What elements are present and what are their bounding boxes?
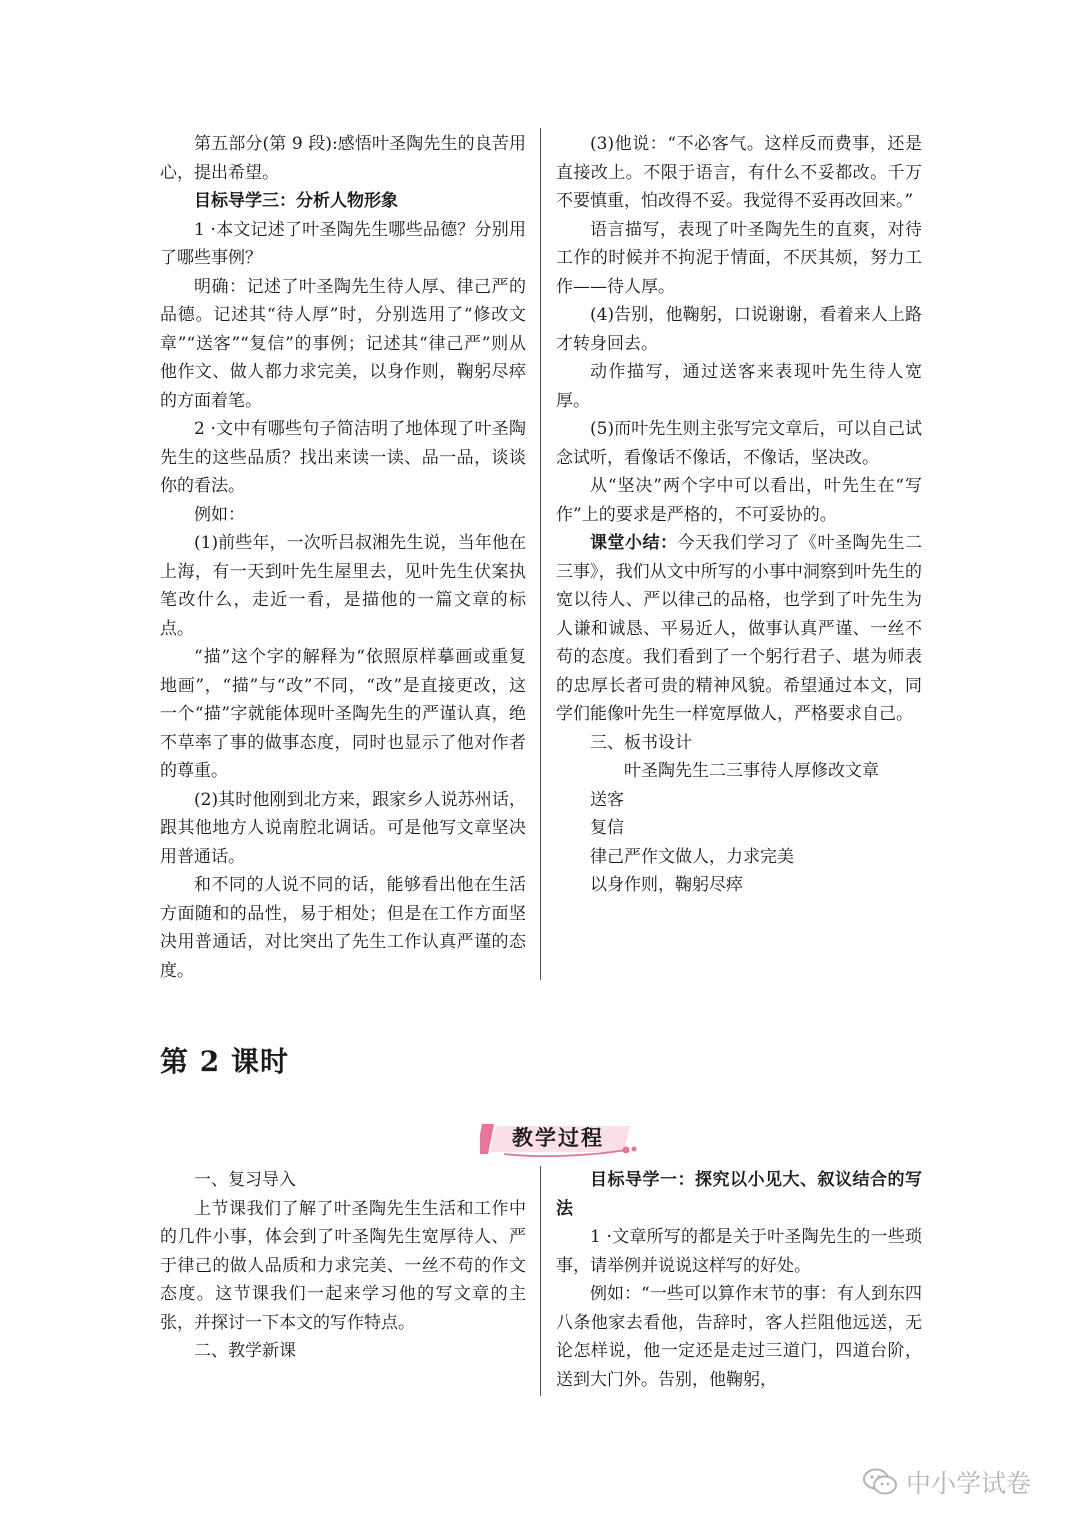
board-line: 律己严作文做人，力求完美 (590, 846, 794, 867)
watermark-text: 中小学试卷 (906, 1469, 1032, 1498)
summary-text: 今天我们学习了《叶圣陶先生二三事》，我们从文中所写的小事中洞察到叶先生的宽以待人、严以律己的品格，也学到了叶先生为人谦和诚恳、平易近人，做事认真严谨、一丝不苟的态度。我们看到了一个躬行君子、堪为师表的忠厚长者可贵的精神风貌。希望通过本文，同学们能像叶先生一样宽厚做人，严格要求自己。 (556, 533, 922, 724)
goal3-title: 目标导学三：分析人物形象 (194, 191, 398, 211)
board-line: 复信 (590, 818, 624, 838)
summary-label: 课堂小结： (590, 533, 678, 553)
example-3: (3)他说：“不必客气。这样反而费事，还是直接改上。不限于语言，有什么不妥都改。千万不要慎重，怕改得不妥。我觉得不妥再改回来。” (556, 134, 922, 211)
example-4-note: 动作描写，通过送客来表现叶先生待人宽厚。 (556, 362, 922, 411)
lesson-title: 第 2 课时 (160, 1045, 289, 1078)
example-1: (1)前些年，一次听吕叔湘先生说，当年他在上海，有一天到叶先生屋里去，见叶先生伏案执笔改什么，走近一看，是描他的一篇文章的标点。 (160, 533, 526, 639)
board-line: 叶圣陶先生二三事待人厚修改文章 (624, 761, 879, 781)
goal1-title: 目标导学一：探究以小见大、叙议结合的写法 (556, 1170, 922, 1219)
class-summary (556, 529, 922, 729)
example-1-note: “描”这个字的解释为“依照原样摹画或重复地画”，“描”与“改”不同，“改”是直接更改，这一个“描”字就能体现叶圣陶先生的严谨认真，绝不草率了事的做事态度，同时也显示了他对作者的尊重。 (160, 647, 526, 781)
column-divider-top (540, 128, 541, 980)
example-5: (5)而叶先生则主张写完文章后，可以自己试念试听，看像话不像话，不像话，坚决改。 (556, 419, 922, 468)
question-1b: 1 ·文章所写的都是关于叶圣陶先生的一些琐事，请举例并说说这样写的好处。 (556, 1227, 922, 1276)
board-heading: 三、板书设计 (590, 732, 692, 753)
example-2: (2)其时他刚到北方来，跟家乡人说苏州话，跟其他地方人说南腔北调话。可是他写文章坚决用普通话。 (160, 789, 526, 867)
process-label: 教学过程 (512, 1125, 604, 1150)
left-column-top (160, 130, 526, 985)
board-line: 以身作则，鞠躬尽瘁 (590, 875, 743, 895)
board-line: 送客 (590, 789, 624, 810)
right-column-bottom (556, 1166, 922, 1394)
right-column-top (556, 130, 922, 900)
new-lesson-heading: 二、教学新课 (194, 1341, 296, 1361)
example-2-note: 和不同的人说不同的话，能够看出他在生活方面随和的品性，易于相处；但是在工作方面坚决用普通话，对比突出了先生工作认真严谨的态度。 (160, 875, 526, 981)
example-4: (4)告别，他鞠躬，口说谢谢，看着来人上路才转身回去。 (556, 305, 922, 354)
column-divider-bottom (540, 1166, 541, 1396)
review-heading: 一、复习导入 (194, 1170, 296, 1190)
part5-text: 第五部分(第 9 段):感悟叶圣陶先生的良苦用心，提出希望。 (160, 134, 526, 183)
question-2: 2 ·文中有哪些句子简洁明了地体现了叶圣陶先生的这些品质？找出来读一读、品一品，谈谈你的看法。 (160, 419, 526, 496)
answer-1: 明确：记述了叶圣陶先生待人厚、律己严的品德。记述其“待人厚”时，分别选用了“修改文章”“送客”“复信”的事例；记述其“律己严”则从他作文、做人都力求完美，以身作则，鞠躬尽瘁的方面着笔。 (160, 276, 526, 411)
left-column-bottom (160, 1166, 526, 1366)
example-label: 例如： (194, 504, 245, 525)
example-5-note: 从“坚决”两个字中可以看出，叶先生在“写作”上的要求是严格的，不可妥协的。 (556, 476, 922, 525)
review-text: 上节课我们了解了叶圣陶先生生活和工作中的几件小事，体会到了叶圣陶先生宽厚待人、严于律己的做人品质和力求完美、一丝不苟的作文态度。这节课我们一起来学习他的写文章的主张，并探讨一下本文的写作特点。 (160, 1198, 526, 1333)
example-b: 例如：“一些可以算作末节的事：有人到东四八条他家去看他，告辞时，客人拦阻他远送，无论怎样说，他一定还是走过三道门，四道台阶，送到大门外。告别，他鞠躬， (556, 1284, 922, 1390)
watermark (862, 1464, 1031, 1500)
wechat-icon (862, 1467, 898, 1497)
question-1: 1 ·本文记述了叶圣陶先生哪些品德？分别用了哪些事例？ (160, 219, 526, 268)
example-3-note: 语言描写，表现了叶圣陶先生的直爽，对待工作的时候并不拘泥于情面，不厌其烦，努力工作——待人厚。 (556, 219, 922, 297)
